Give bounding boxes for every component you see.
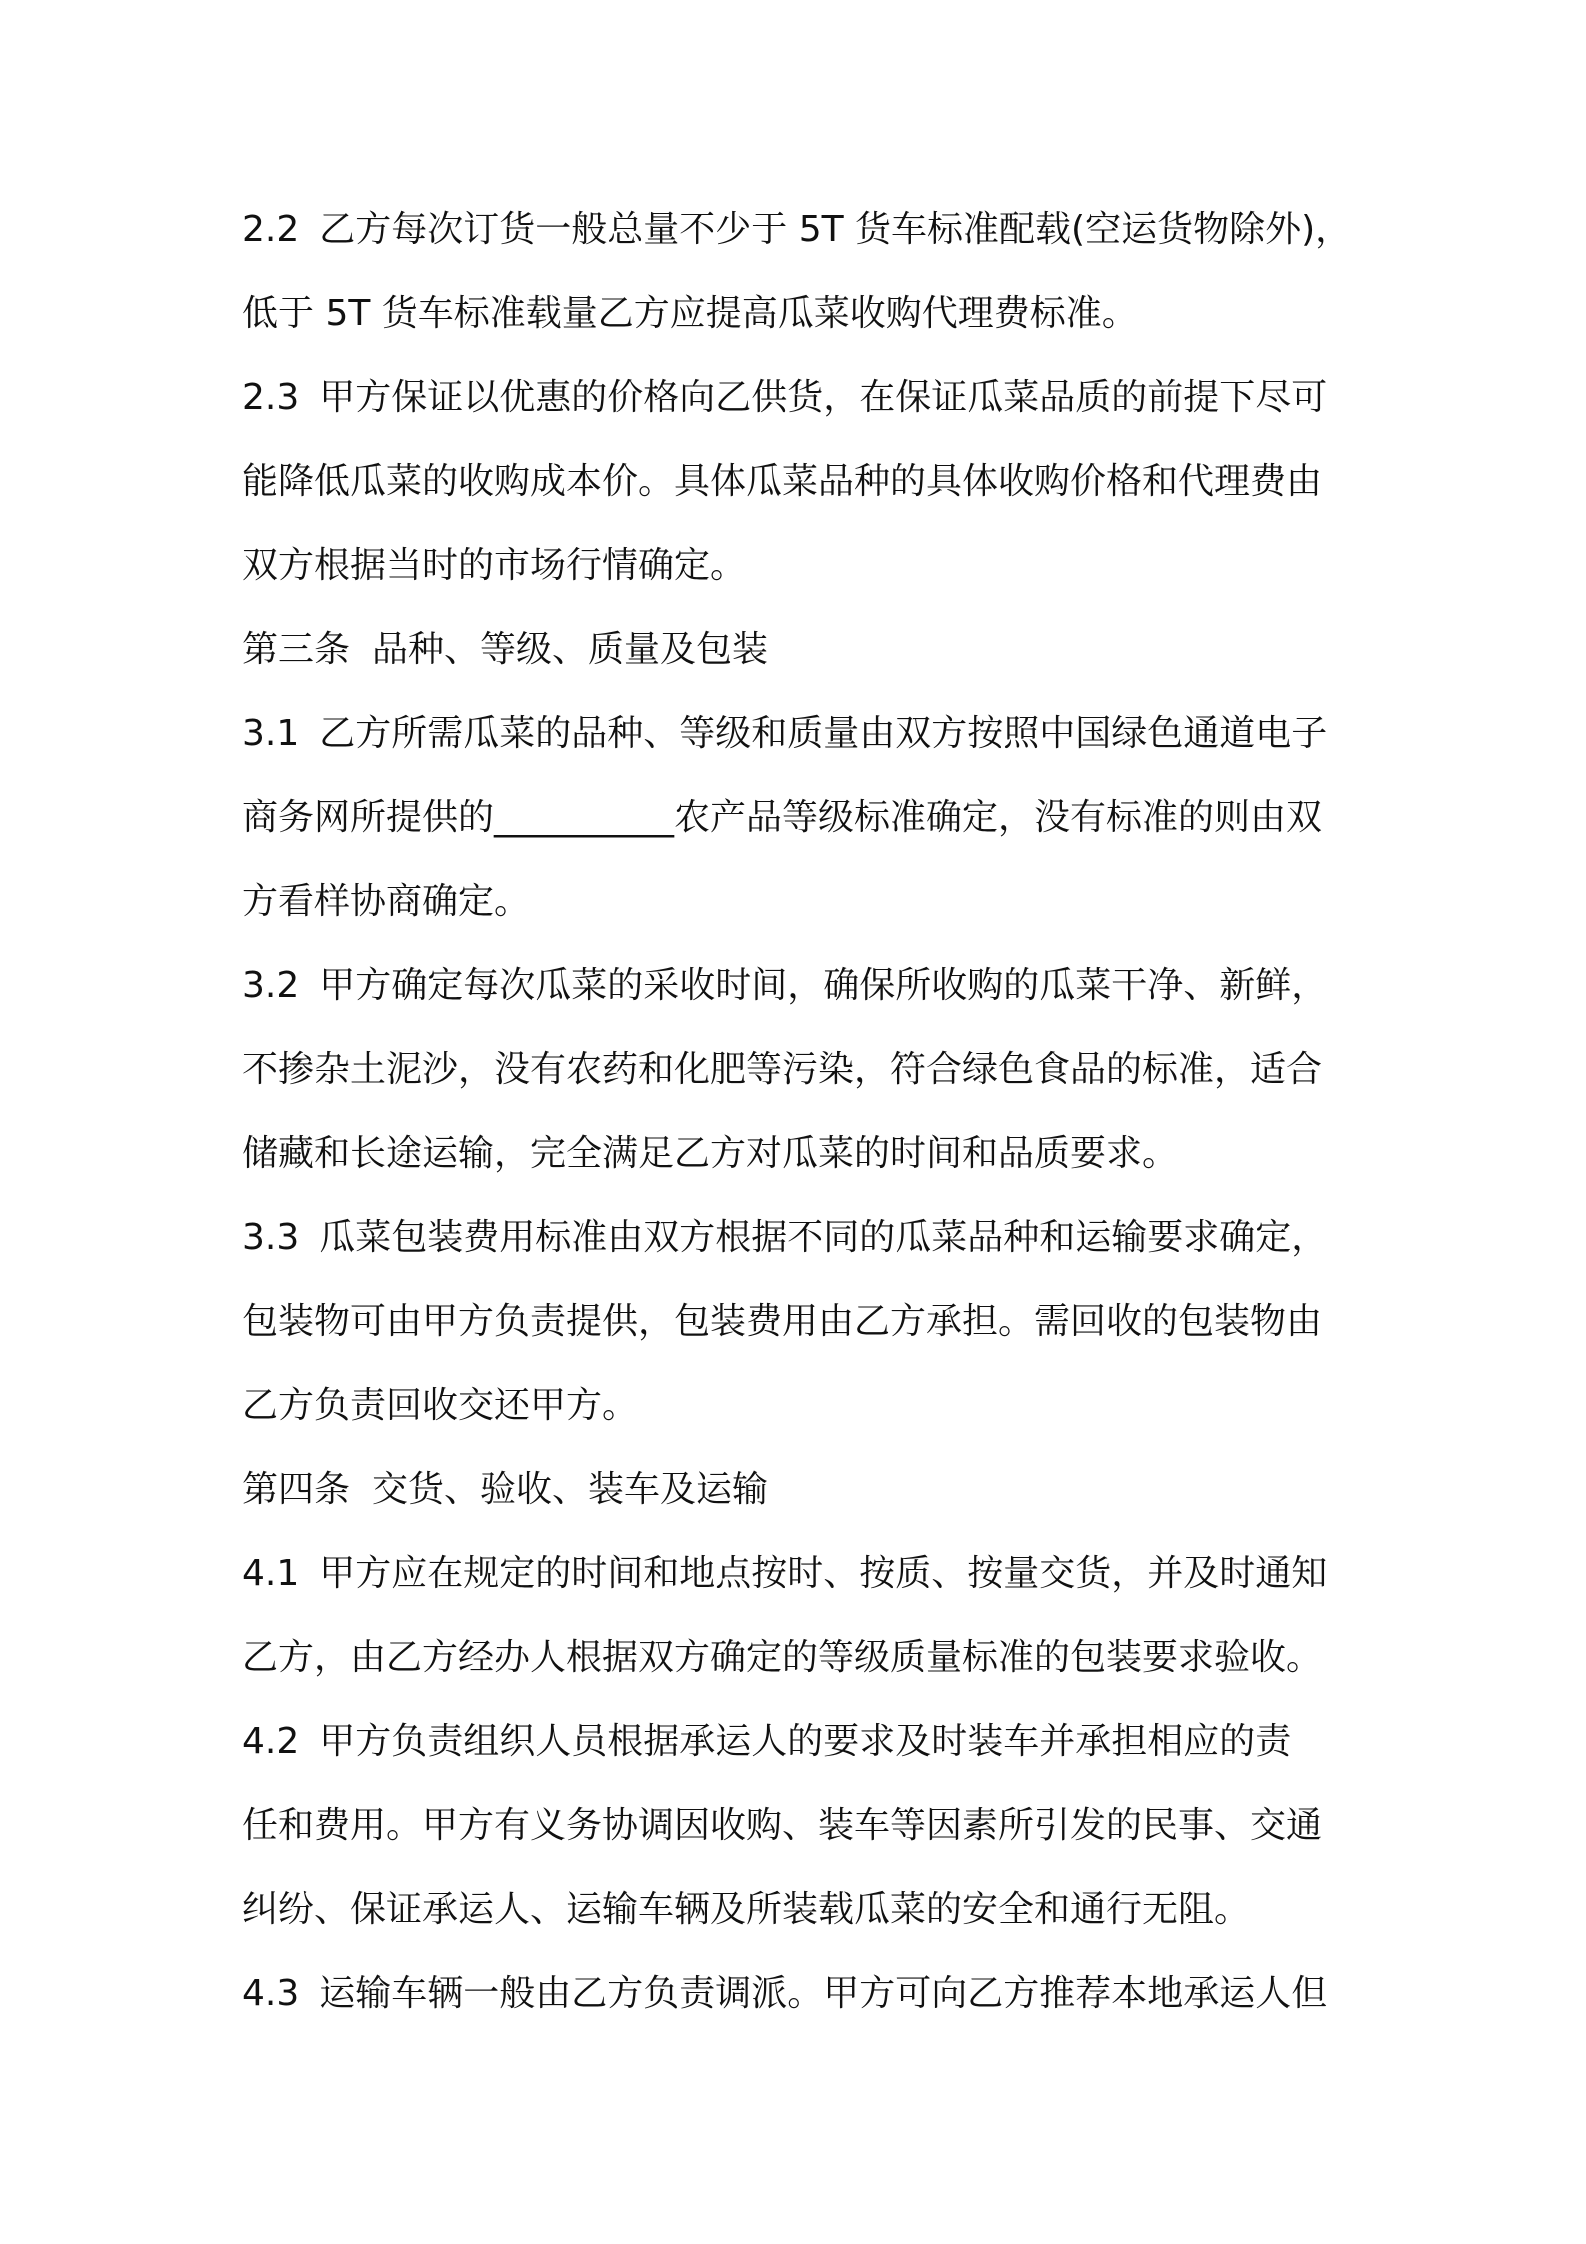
line-text: 甲方确定每次瓜菜的采收时间，确保所收购的瓜菜干净、新鲜，: [319, 965, 1328, 1006]
clause-number: 2.2: [242, 209, 300, 250]
clause-number: 4.3: [242, 1973, 300, 2014]
line-text: 乙方负责回收交还甲方。: [242, 1385, 639, 1426]
paragraph-2-2-line-2: [242, 272, 1138, 356]
paragraph-4-1-line-1: [242, 1532, 1327, 1616]
line-text: 甲方保证以优惠的价格向乙供货，在保证瓜菜品质的前提下尽可: [319, 377, 1328, 418]
line-text: 甲方负责组织人员根据承运人的要求及时装车并承担相应的责: [319, 1721, 1292, 1762]
paragraph-3-1-line-1: [242, 692, 1327, 776]
paragraph-3-2-line-3: [242, 1112, 1178, 1196]
clause-number: 3.2: [242, 965, 300, 1006]
paragraph-3-3-line-1: [242, 1196, 1327, 1280]
paragraph-3-3-line-2: [242, 1280, 1322, 1364]
paragraph-2-3-line-3: [242, 524, 746, 608]
paragraph-3-1-line-3: [242, 860, 530, 944]
line-text: 商务网所提供的__________农产品等级标准确定，没有标准的则由双: [242, 797, 1323, 838]
line-text: 包装物可由甲方负责提供，包装费用由乙方承担。需回收的包装物由: [242, 1301, 1323, 1342]
paragraph-4-3-line-1: [242, 1952, 1327, 2036]
line-text: 纠纷、保证承运人、运输车辆及所装载瓜菜的安全和通行无阻。: [242, 1889, 1251, 1930]
line-text: 双方根据当时的市场行情确定。: [242, 545, 747, 586]
paragraph-4-2-line-3: [242, 1868, 1250, 1952]
paragraph-3-2-line-1: [242, 944, 1327, 1028]
line-text: 任和费用。甲方有义务协调因收购、装车等因素所引发的民事、交通: [242, 1805, 1323, 1846]
line-text: 低于 5T 货车标准载量乙方应提高瓜菜收购代理费标准。: [242, 293, 1138, 334]
article-4-heading: [242, 1448, 768, 1532]
clause-number: 3.3: [242, 1217, 300, 1258]
article-title: 交货、验收、装车及运输: [372, 1469, 769, 1510]
line-text: 乙方，由乙方经办人根据双方确定的等级质量标准的包装要求验收。: [242, 1637, 1323, 1678]
paragraph-2-3-line-2: [242, 440, 1322, 524]
line-text: 瓜菜包装费用标准由双方根据不同的瓜菜品种和运输要求确定，: [319, 1217, 1328, 1258]
clause-number: 4.2: [242, 1721, 300, 1762]
paragraph-2-2-line-1: [242, 188, 1351, 272]
article-number: 第四条: [242, 1469, 351, 1510]
paragraph-4-2-line-1: [242, 1700, 1291, 1784]
paragraph-2-3-line-1: [242, 356, 1327, 440]
line-text: 方看样协商确定。: [242, 881, 531, 922]
paragraph-4-1-line-2: [242, 1616, 1322, 1700]
line-text: 储藏和长途运输，完全满足乙方对瓜菜的时间和品质要求。: [242, 1133, 1179, 1174]
article-number: 第三条: [242, 629, 351, 670]
line-text: 乙方每次订货一般总量不少于 5T 货车标准配载(空运货物除外)，: [319, 209, 1352, 250]
line-text: 甲方应在规定的时间和地点按时、按质、按量交货，并及时通知: [319, 1553, 1328, 1594]
line-text: 乙方所需瓜菜的品种、等级和质量由双方按照中国绿色通道电子: [319, 713, 1328, 754]
article-3-heading: [242, 608, 768, 692]
line-text: 运输车辆一般由乙方负责调派。甲方可向乙方推荐本地承运人但: [319, 1973, 1328, 2014]
clause-number: 2.3: [242, 377, 300, 418]
article-title: 品种、等级、质量及包装: [372, 629, 769, 670]
paragraph-3-1-line-2: [242, 776, 1322, 860]
line-text: 不掺杂土泥沙，没有农药和化肥等污染，符合绿色食品的标准，适合: [242, 1049, 1323, 1090]
line-text: 能降低瓜菜的收购成本价。具体瓜菜品种的具体收购价格和代理费由: [242, 461, 1323, 502]
clause-number: 4.1: [242, 1553, 300, 1594]
paragraph-3-2-line-2: [242, 1028, 1322, 1112]
paragraph-3-3-line-3: [242, 1364, 638, 1448]
paragraph-4-2-line-2: [242, 1784, 1322, 1868]
clause-number: 3.1: [242, 713, 300, 754]
